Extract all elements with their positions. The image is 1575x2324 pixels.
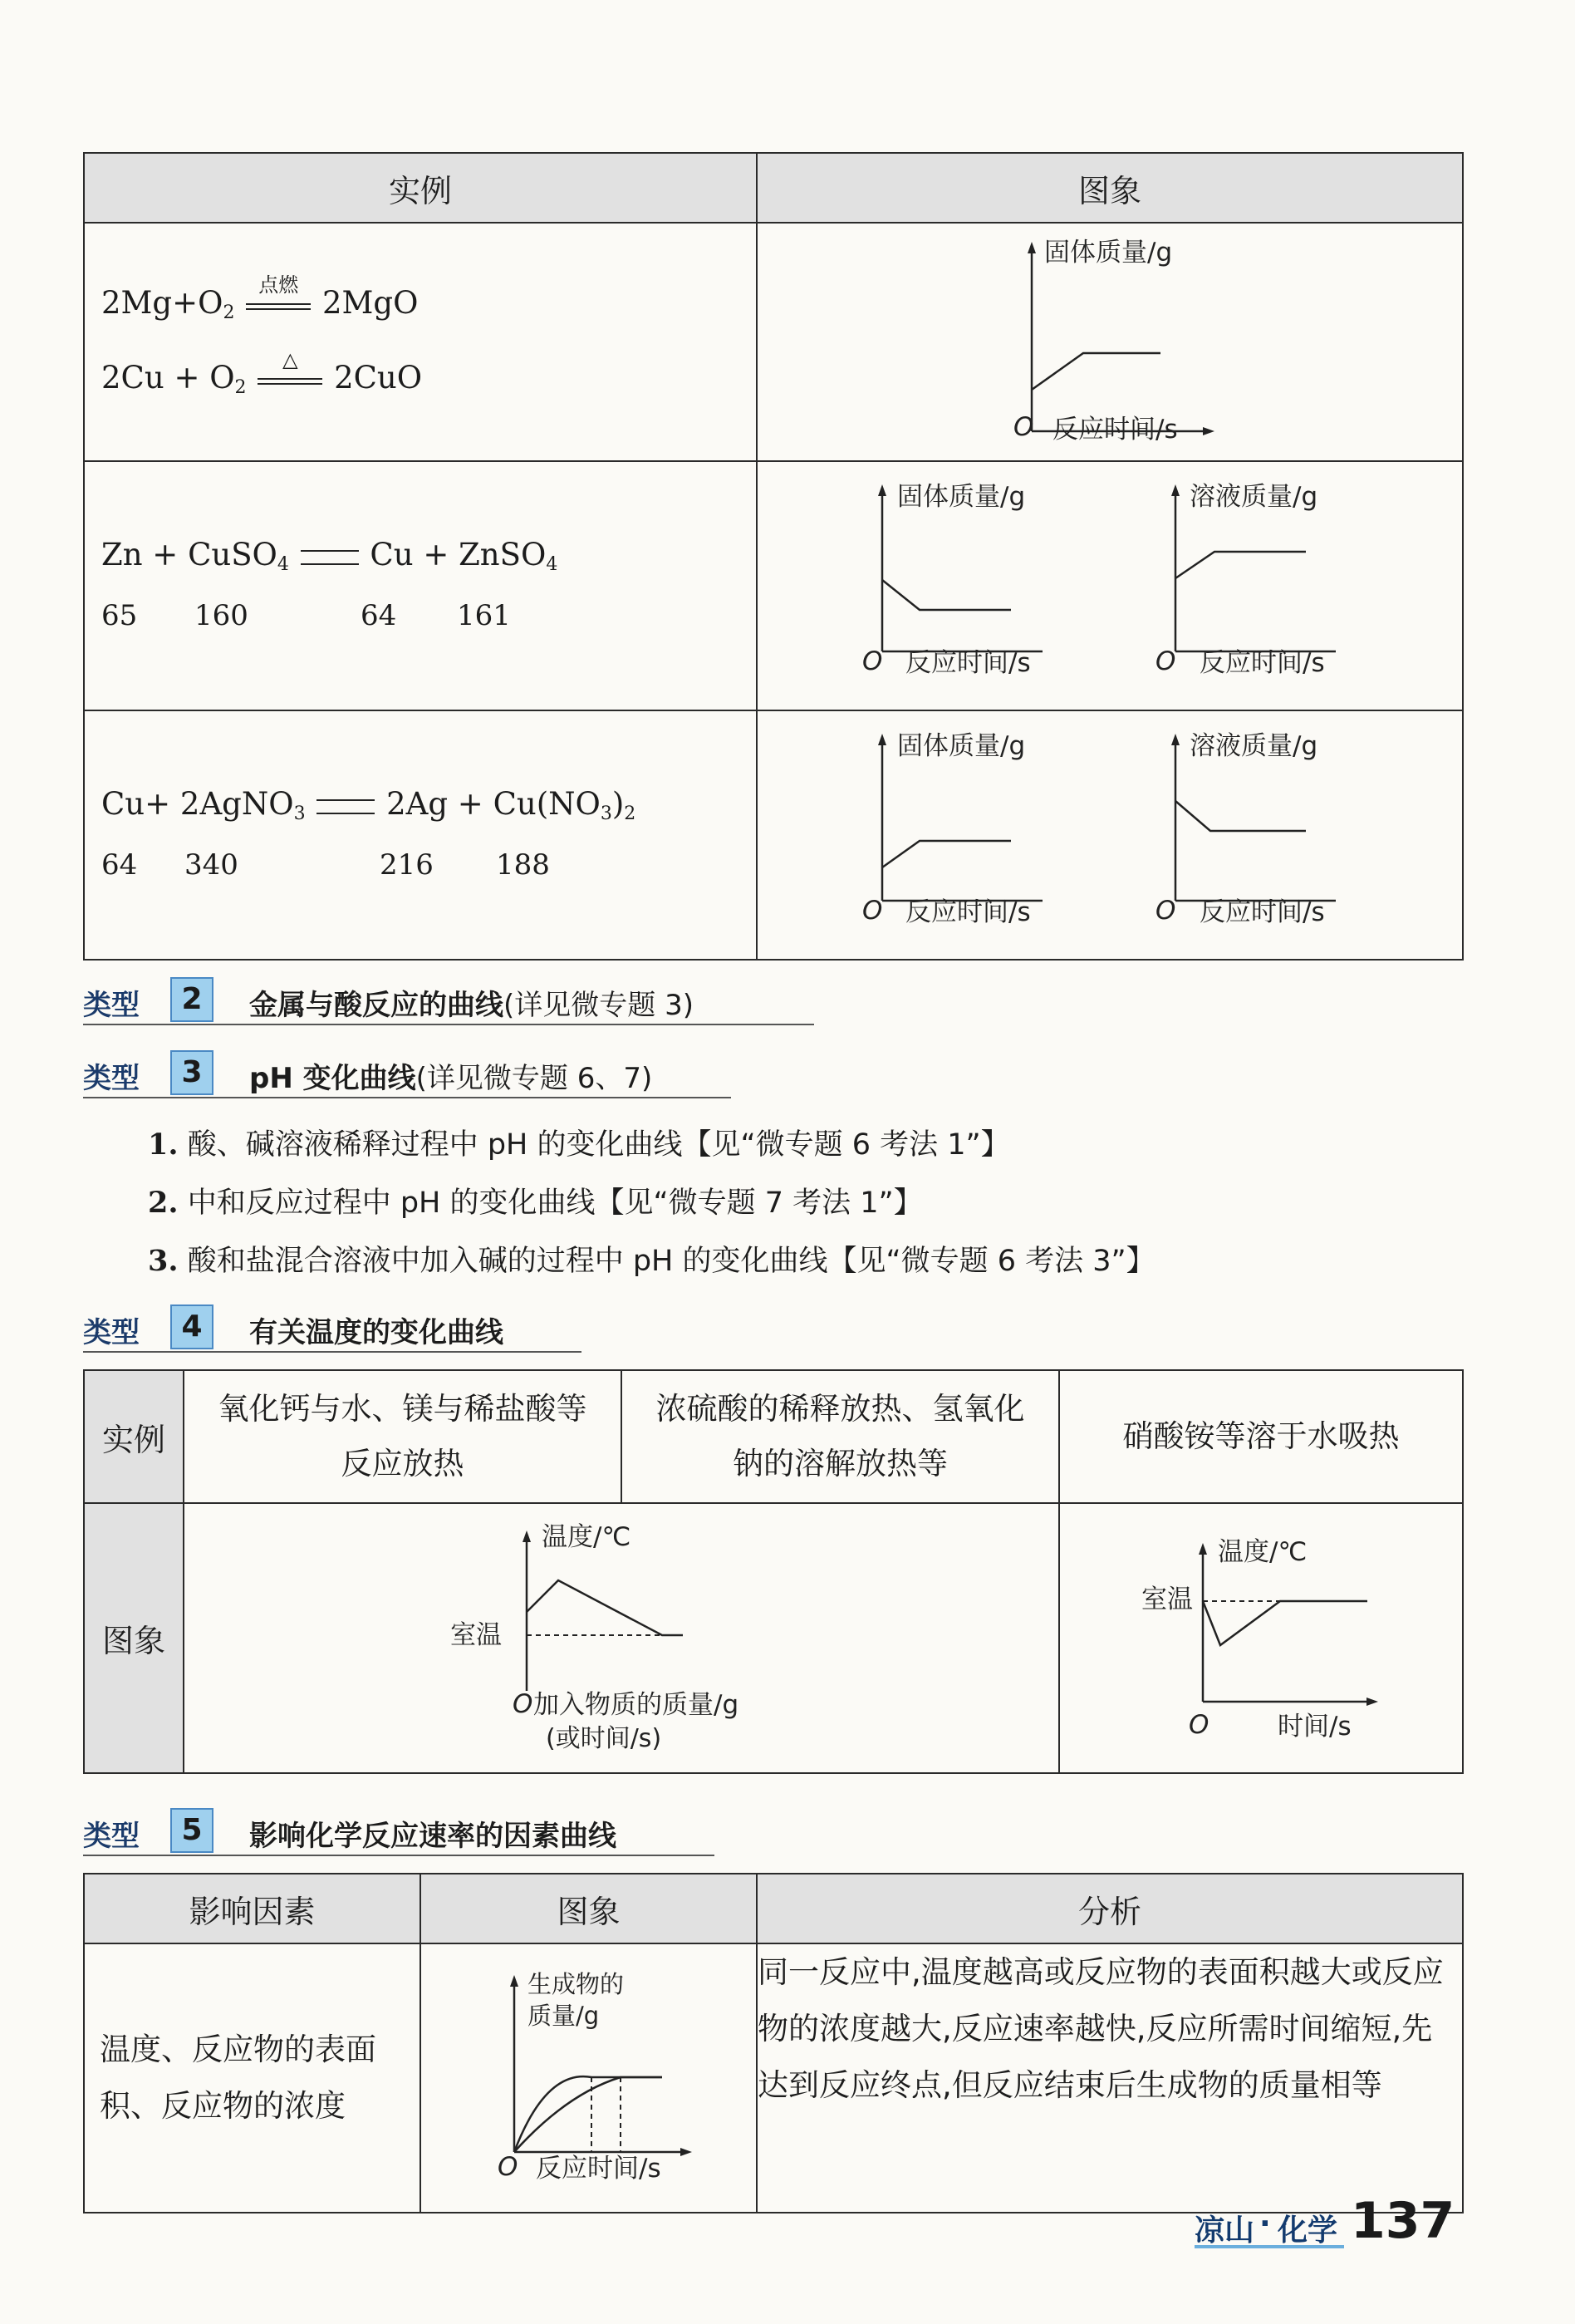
footer-underline <box>1195 2245 1344 2248</box>
graphs-zn <box>758 462 1464 710</box>
page-footer <box>1195 2192 1469 2255</box>
row1-equations <box>84 223 757 461</box>
graph-xlabel: 反应时间/s <box>1052 415 1178 445</box>
graph-solution-mass-decrease <box>1155 731 1336 927</box>
row-label-example: 实例 <box>84 1370 184 1503</box>
row1-graph-cell <box>757 223 1463 461</box>
footer-dot: · <box>1259 2207 1271 2241</box>
svg-text:反应时间/s: 反应时间/s <box>1200 648 1325 678</box>
svg-text:生成物的: 生成物的 <box>527 1970 625 1998</box>
graph-ylabel: 固体质量/g <box>1044 238 1173 268</box>
svg-text:O: O <box>1155 896 1176 926</box>
type3-badge: 3 <box>170 1050 213 1095</box>
rate-graph-cell <box>420 1943 757 2213</box>
row2-equation <box>84 461 757 710</box>
svg-text:(或时间/s): (或时间/s) <box>546 1724 662 1753</box>
row3-equation <box>84 710 757 960</box>
svg-text:O: O <box>862 646 883 676</box>
header-example: 实例 <box>84 153 757 223</box>
header-factors: 影响因素 <box>84 1874 420 1943</box>
equation-zn: Zn + CuSO$_4$ Cu + ZnSO$_4$ <box>101 537 558 575</box>
factors-cell: 温度、反应物的表面 积、反应物的浓度 <box>84 1943 420 2213</box>
type4-heading: 类型 4 有关温度的变化曲线 <box>83 1301 581 1353</box>
svg-text:加入物质的质量/g: 加入物质的质量/g <box>533 1690 739 1720</box>
graph-solid-mass-increase-2 <box>862 731 1043 927</box>
temperature-table <box>83 1369 1464 1774</box>
svg-text:溶液质量/g: 溶液质量/g <box>1190 482 1318 512</box>
svg-text:质量/g: 质量/g <box>527 2002 600 2030</box>
svg-text:O: O <box>513 1689 533 1719</box>
type3-item-1: 1. 酸、碱溶液稀释过程中 pH 的变化曲线【见“微专题 6 考法 1”】 <box>148 1128 1010 1162</box>
graph-solid-mass-decrease <box>862 482 1043 678</box>
graph-temperature-drop <box>1060 1504 1464 1772</box>
exothermic-dissolution: 浓硫酸的稀释放热、氢氧化 钠的溶解放热等 <box>621 1370 1059 1503</box>
row-label-graph: 图象 <box>84 1503 184 1773</box>
type5-badge: 5 <box>170 1808 213 1853</box>
exothermic-reactions: 氧化钙与水、镁与稀盐酸等 反应放热 <box>184 1370 621 1503</box>
svg-text:O: O <box>862 896 883 926</box>
type3-item-2: 2. 中和反应过程中 pH 的变化曲线【见“微专题 7 考法 1”】 <box>148 1186 923 1220</box>
svg-text:反应时间/s: 反应时间/s <box>536 2154 661 2184</box>
svg-text:温度/℃: 温度/℃ <box>542 1522 631 1552</box>
svg-text:反应时间/s: 反应时间/s <box>905 897 1031 927</box>
condition-heat: △ <box>258 363 322 396</box>
type3-item-3: 3. 酸和盐混合溶液中加入碱的过程中 pH 的变化曲线【见“微专题 6 考法 3”】 <box>148 1244 1155 1278</box>
type2-heading: 类型 2 金属与酸反应的曲线(详见微专题 3) <box>83 974 814 1025</box>
rate-factors-table <box>83 1873 1464 2213</box>
header-graph: 图象 <box>757 153 1463 223</box>
svg-text:反应时间/s: 反应时间/s <box>1200 897 1325 927</box>
svg-text:溶液质量/g: 溶液质量/g <box>1190 731 1318 761</box>
type4-badge: 4 <box>170 1304 213 1349</box>
header-analysis: 分析 <box>757 1874 1463 1943</box>
condition-ignite: 点燃 <box>246 288 311 322</box>
row2-graph-cell <box>757 461 1463 710</box>
graphs-agno3 <box>758 711 1464 959</box>
graph-origin: O <box>1013 412 1034 442</box>
reaction-examples-table <box>83 152 1464 961</box>
svg-text:温度/℃: 温度/℃ <box>1218 1537 1308 1567</box>
type5-heading: 类型 5 影响化学反应速率的因素曲线 <box>83 1805 714 1856</box>
svg-text:室温: 室温 <box>1141 1585 1193 1614</box>
type2-badge: 2 <box>170 977 213 1022</box>
endothermic-dissolution: 硝酸铵等溶于水吸热 <box>1059 1370 1463 1503</box>
masses-zn: 65 160 64 161 <box>101 599 511 632</box>
equation-mg: $2Mg+O_2$ 点燃 2MgO <box>101 273 419 323</box>
svg-text:O: O <box>498 2152 518 2182</box>
graph-temperature-rise <box>184 1504 1060 1772</box>
svg-text:O: O <box>1155 646 1176 676</box>
equation-agno3: Cu+ 2AgNO$_3$ $2Ag + Cu(NO_3)_2$ <box>101 786 636 824</box>
svg-text:O: O <box>1189 1710 1209 1740</box>
svg-text:固体质量/g: 固体质量/g <box>897 482 1026 512</box>
row3-graph-cell <box>757 710 1463 960</box>
footer-region: 凉山 <box>1195 2213 1255 2248</box>
masses-agno3: 64 340 216 188 <box>101 848 550 882</box>
analysis-cell: 同一反应中,温度越高或反应物的表面积越大或反应物的浓度越大,反应速率越快,反应所需时间缩短,先达到反应终点,但反应结束后生成物的质量相等 <box>757 1943 1463 2213</box>
exothermic-graph-cell <box>184 1503 1059 1773</box>
graph-product-mass <box>421 1944 758 2212</box>
svg-text:固体质量/g: 固体质量/g <box>897 731 1026 761</box>
svg-text:反应时间/s: 反应时间/s <box>905 648 1031 678</box>
svg-text:时间/s: 时间/s <box>1278 1712 1352 1742</box>
graph-solid-mass-increase <box>758 224 1464 460</box>
equation-cu: $2Cu + O_2$ △ 2CuO <box>101 348 423 398</box>
page-number: 137 <box>1351 2192 1455 2250</box>
type3-heading: 类型 3 pH 变化曲线(详见微专题 6、7) <box>83 1047 731 1098</box>
endothermic-graph-cell <box>1059 1503 1463 1773</box>
graph-solution-mass-increase <box>1155 482 1336 678</box>
footer-subject: 化学 <box>1278 2213 1338 2248</box>
header-graph-2: 图象 <box>420 1874 757 1943</box>
svg-text:室温: 室温 <box>450 1620 502 1650</box>
